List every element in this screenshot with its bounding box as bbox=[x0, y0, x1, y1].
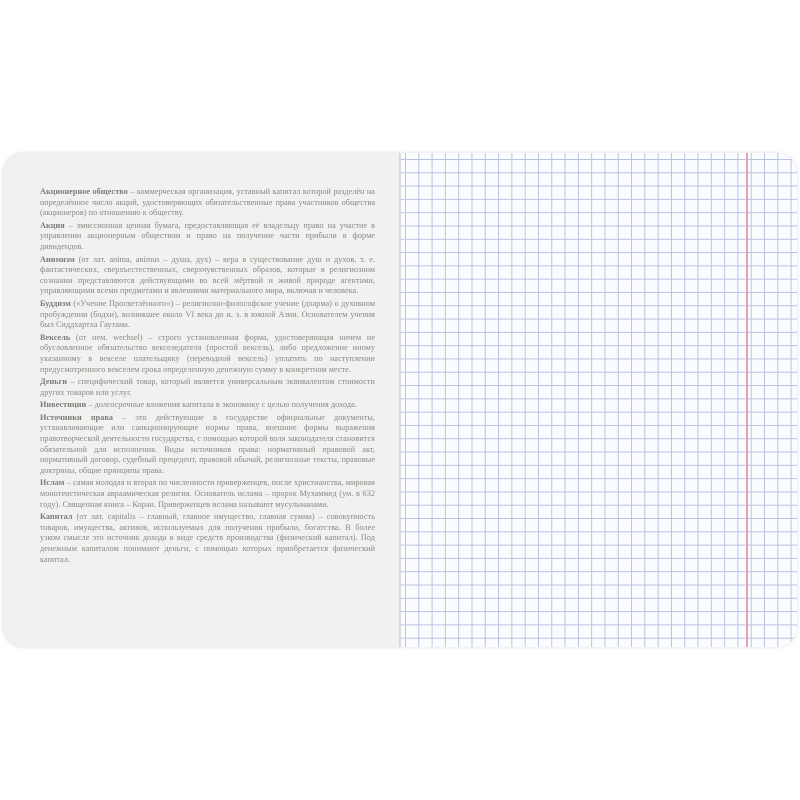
glossary-term: Источники права bbox=[40, 412, 113, 422]
glossary-list bbox=[40, 187, 375, 565]
glossary-entry bbox=[40, 512, 375, 565]
glossary-definition: – самая молодая и вторая по численности приверженцев, после христианства, мировая монотеистическая авраамическая религия. Основатель ислама – пророк Мухаммед (ум. в 632 году). Священная книга – Коран. Приверженцев ислама называют мусульманами. bbox=[40, 478, 375, 509]
glossary-definition: – специфический товар, который является универсальным эквивалентом стоимости других товаров или услуг. bbox=[40, 377, 375, 397]
glossary-entry bbox=[40, 255, 375, 297]
glossary-page bbox=[3, 153, 401, 647]
glossary-term: Деньги bbox=[40, 377, 68, 387]
glossary-definition: (от лат. capitalis – главный, главное имущество, главная сумма) – совокупность товаров, имущества, активов, используемых для получения прибыли, богатства. В более узком смысле это источник дохода в виде средств производства (физический капитал). Под денежным капиталом понимают деньги, с помощью которых приобретается физический капитал. bbox=[40, 512, 375, 564]
glossary-entry bbox=[40, 221, 375, 253]
glossary-entry bbox=[40, 377, 375, 398]
glossary-definition: – долгосрочные вложения капитала в экономику с целью получения дохода. bbox=[86, 400, 357, 410]
glossary-term: Анимизм bbox=[40, 254, 75, 264]
glossary-entry bbox=[40, 299, 375, 331]
glossary-entry bbox=[40, 187, 375, 219]
glossary-term: Вексель bbox=[40, 332, 71, 342]
grid-paper-page bbox=[401, 153, 797, 647]
glossary-term: Капитал bbox=[40, 512, 73, 522]
glossary-definition: – коммерческая организация, уставный капитал которой разделён на определённое число акций, удостоверяющих обязательственные права участников общества (акционеров) по отношению к обществу. bbox=[40, 187, 375, 218]
glossary-entry bbox=[40, 400, 375, 411]
glossary-entry bbox=[40, 413, 375, 477]
margin-line bbox=[746, 153, 748, 647]
glossary-entry bbox=[40, 478, 375, 510]
glossary-definition: (от лат. anima, animus – душа, дух) – вера в существование душ и духов, т. е. фантастических, сверхъестественных, сверхчувственных образов, которые в религиозном сознании представляются действующими во всей мёртвой и живой природе агентами, управляющими всеми предметами и явлениями материального мира, включая и человека. bbox=[40, 254, 375, 296]
glossary-term: Акционерное общество bbox=[40, 187, 128, 196]
glossary-definition: – это действующие в государстве официальные документы, устанавливающие или санкционирующие нормы права, внешние формы выражения правотворческой деятельности государства, с помощью которой воля законодателя становится обязательной для исполнения. Виды источников права: нормативный правовой акт, нормативный договор, судебный прецедент, правовой обычай, религиозные тексты, правовые доктрины, общие принципы права. bbox=[40, 412, 375, 475]
glossary-entry bbox=[40, 333, 375, 375]
glossary-term: Инвестиции bbox=[40, 400, 87, 410]
glossary-definition: (от нем. wechsel) – строго установленная форма, удостоверяющая ничем не обусловленное обязательство векселедателя (простой вексель), либо предложение иному указанному в векселе плательщику (переводной вексель) уплатить по наступлении предусмотренного векселем срока определенную денежную сумму в конкретном месте. bbox=[40, 332, 375, 374]
glossary-term: Акция bbox=[40, 220, 65, 230]
glossary-definition: – эмиссионная ценная бумага, предоставляющая её владельцу право на участие в управлении акционерным обществом и право на получение части прибыли в форме дивидендов. bbox=[40, 220, 375, 251]
glossary-definition: («Учение Просветлённого») – религиозно-философское учение (дхарма) о духовном пробуждении (бодхи), возникшее около VI века до н. э. в южной Азии. Основателем учения был Сиддхартха Гаутама. bbox=[40, 298, 375, 330]
glossary-term: Ислам bbox=[40, 478, 65, 488]
glossary-term: Буддизм bbox=[40, 298, 71, 308]
open-notebook bbox=[3, 153, 797, 647]
